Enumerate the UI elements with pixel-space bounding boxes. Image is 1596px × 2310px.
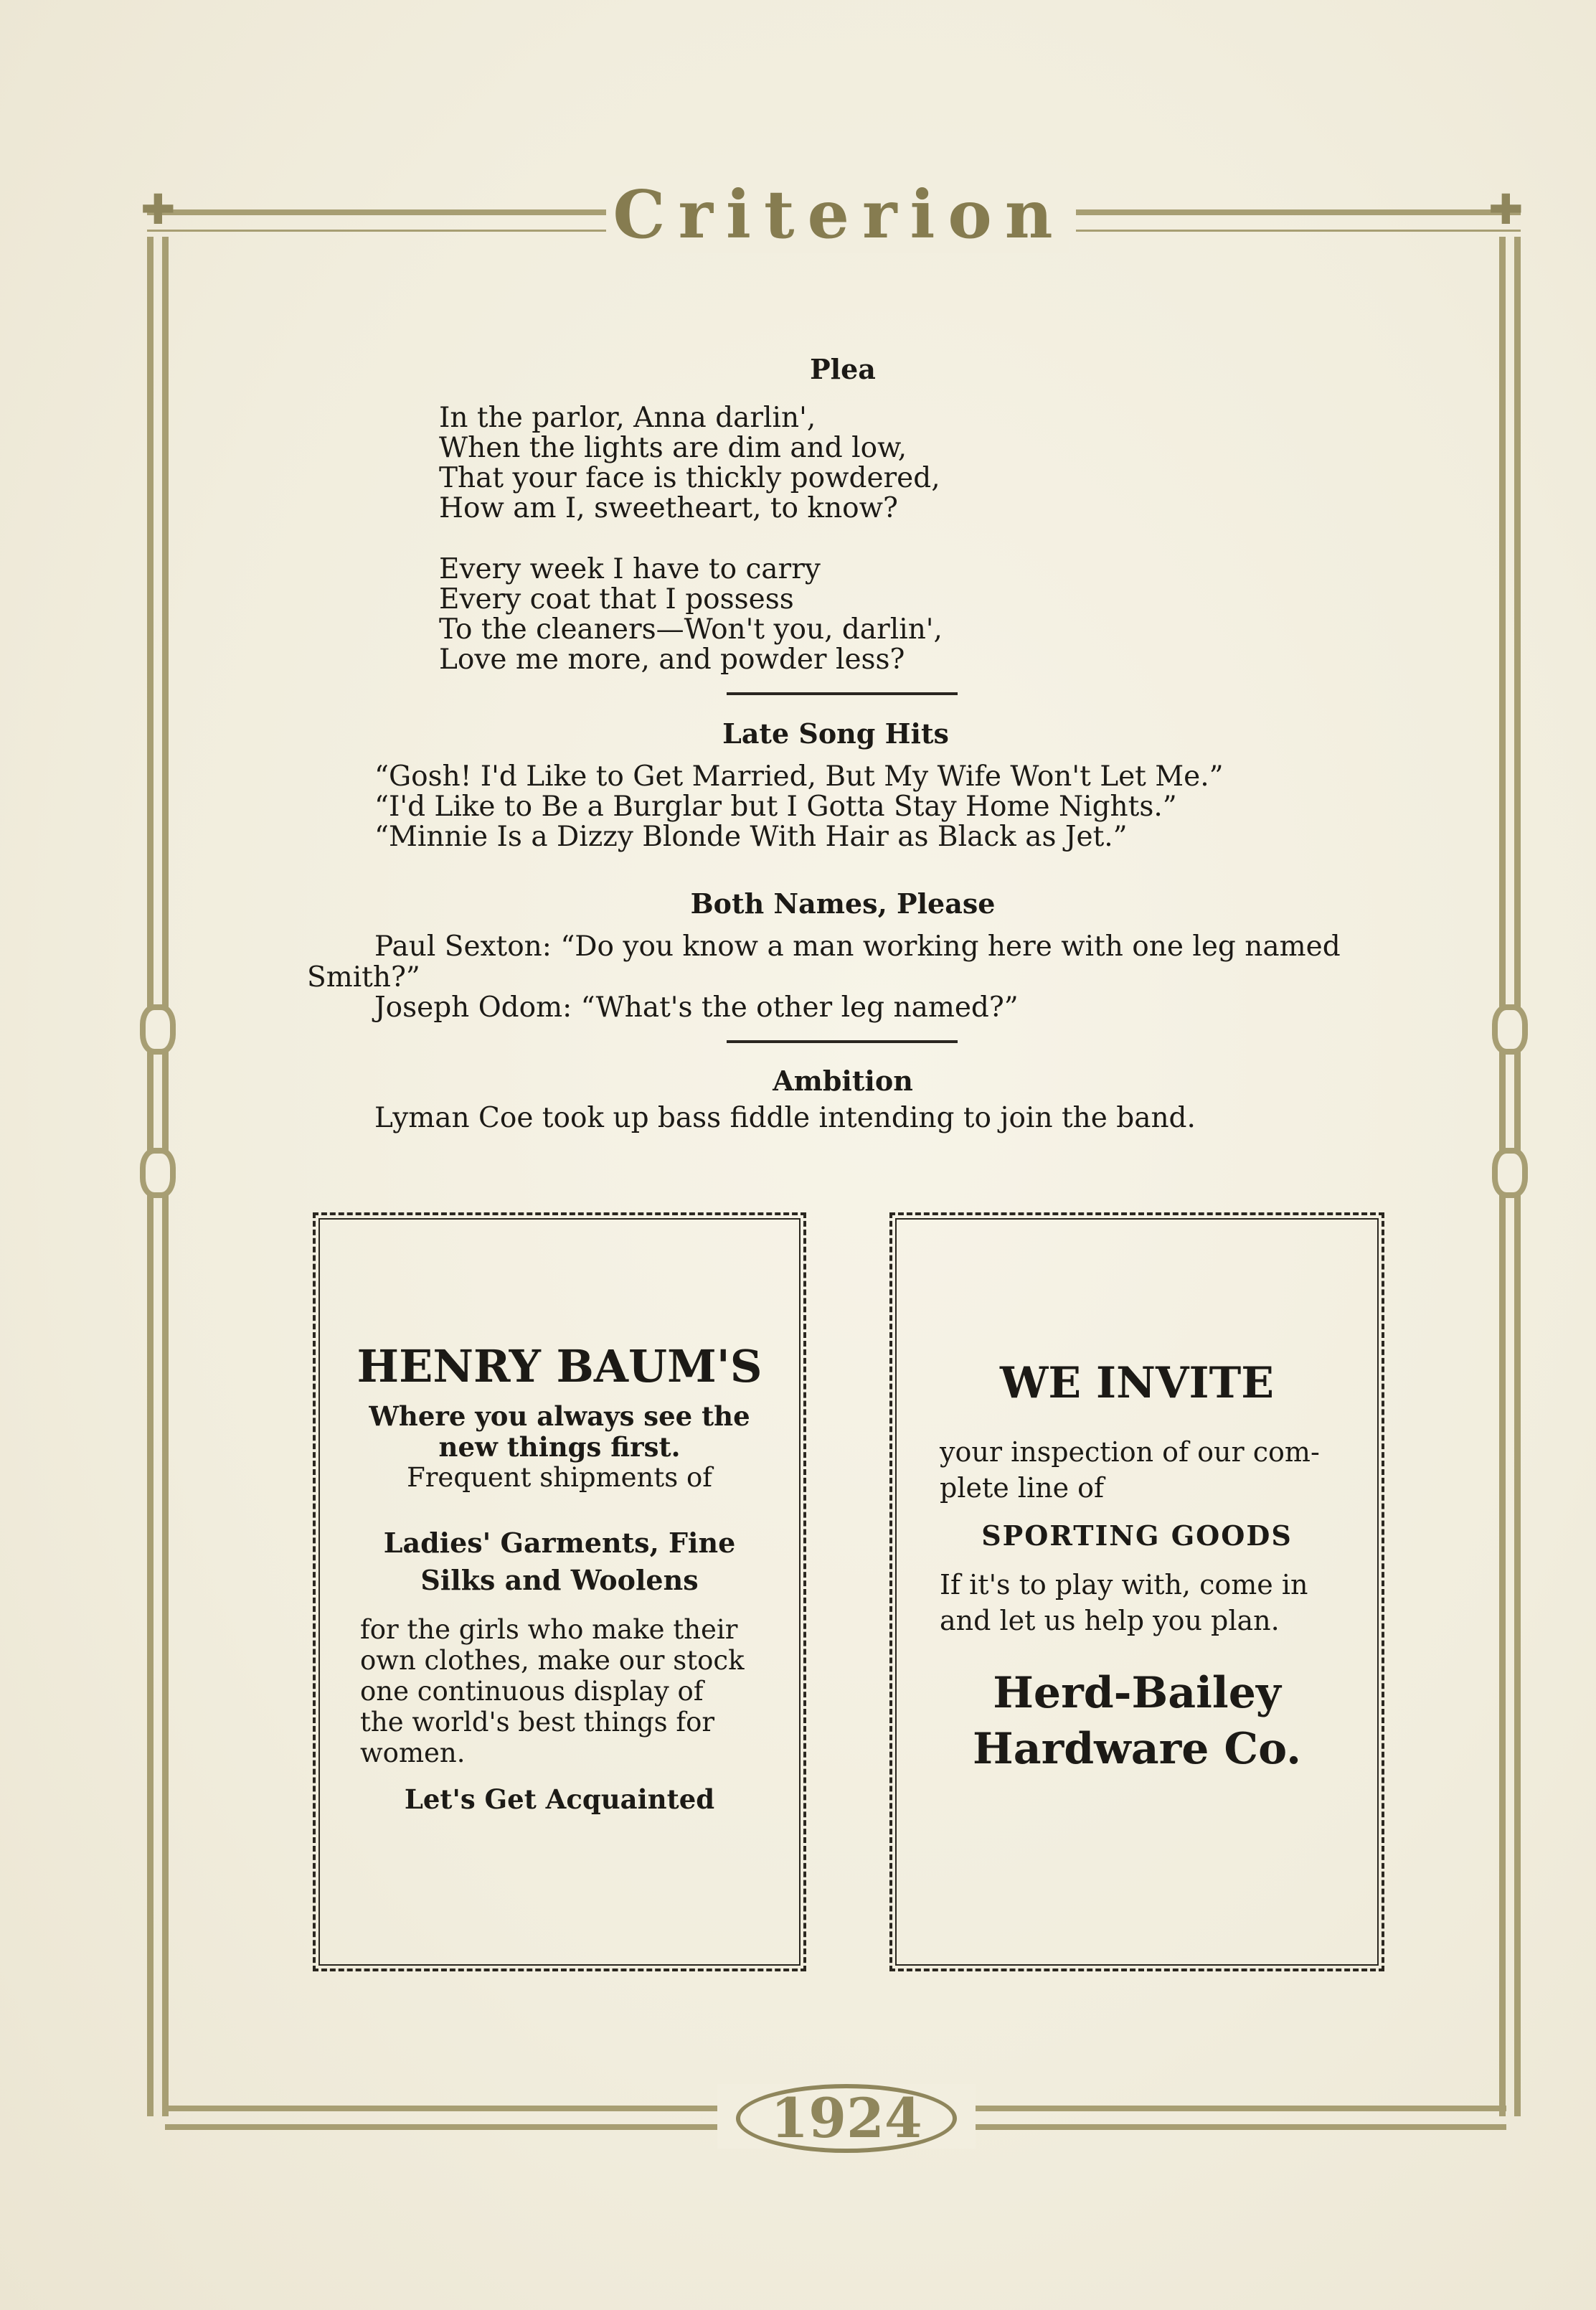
- year-label: 1924: [736, 2084, 957, 2153]
- ad-paragraph-line: and let us help you plan.: [940, 1605, 1280, 1636]
- year-ornament: [717, 2084, 976, 2149]
- ad-goods: SPORTING GOODS: [981, 1519, 1293, 1552]
- both-names-line: Paul Sexton: “Do you know a man working here with one leg named: [374, 930, 1341, 963]
- ad-paragraph-line: for the girls who make their: [360, 1614, 738, 1645]
- ad-paragraph-line: plete line of: [940, 1472, 1105, 1504]
- ad-goods: Ladies' Garments, Fine: [383, 1527, 736, 1559]
- right-border-knot: [1492, 1148, 1528, 1198]
- ad-paragraph-line: your inspection of our com-: [940, 1436, 1320, 1468]
- masthead-title: Criterion: [610, 176, 1069, 253]
- section-divider: [727, 1040, 958, 1043]
- ad-business-name: HENRY BAUM'S: [356, 1340, 762, 1392]
- top-left-cross-icon: ✚: [141, 185, 176, 234]
- ad-goods: Silks and Woolens: [420, 1564, 699, 1596]
- poem-line: That your face is thickly powdered,: [439, 462, 940, 494]
- poem-line: In the parlor, Anna darlin',: [439, 402, 816, 434]
- both-names-line: Joseph Odom: “What's the other leg named?”: [374, 991, 1019, 1024]
- ad-business-name: Hardware Co.: [973, 1724, 1301, 1774]
- ad-business-name: Herd-Bailey: [993, 1668, 1281, 1718]
- top-ornament-rule-right: [1076, 209, 1521, 232]
- ad-paragraph-line: women.: [360, 1738, 466, 1768]
- ambition-title: Ambition: [773, 1065, 913, 1097]
- section-divider: [727, 692, 958, 695]
- poem-line: Love me more, and powder less?: [439, 644, 905, 676]
- ad-paragraph-line: the world's best things for: [360, 1707, 715, 1738]
- left-border-knot: [140, 1004, 176, 1055]
- top-ornament-rule-left: [147, 209, 606, 232]
- ad-tagline: Where you always see the: [369, 1400, 750, 1432]
- poem-line: How am I, sweetheart, to know?: [439, 492, 898, 524]
- poem-line: To the cleaners—Won't you, darlin',: [439, 613, 943, 646]
- song-hit-line: “Gosh! I'd Like to Get Married, But My Wife Won't Let Me.”: [374, 760, 1224, 793]
- ad-paragraph-line: one continuous display of: [360, 1676, 704, 1707]
- poem-line: When the lights are dim and low,: [439, 432, 907, 464]
- left-border-knot: [140, 1148, 176, 1198]
- bottom-ornament-rule-left: [165, 2106, 717, 2130]
- ad-closing: Let's Get Acquainted: [404, 1783, 715, 1815]
- song-hit-line: “I'd Like to Be a Burglar but I Gotta Stay Home Nights.”: [374, 791, 1177, 823]
- ad-paragraph-line: If it's to play with, come in: [940, 1569, 1308, 1600]
- right-border-knot: [1492, 1004, 1528, 1055]
- ambition-line: Lyman Coe took up bass fiddle intending to join the band.: [374, 1102, 1196, 1134]
- ad-tagline: new things first.: [438, 1431, 681, 1463]
- both-names-title: Both Names, Please: [690, 887, 996, 920]
- ad-headline: WE INVITE: [1000, 1358, 1274, 1408]
- poem-line: Every week I have to carry: [439, 553, 821, 585]
- ad-paragraph-line: own clothes, make our stock: [360, 1645, 745, 1676]
- both-names-line: Smith?”: [307, 961, 420, 994]
- poem-line: Every coat that I possess: [439, 583, 794, 616]
- plea-title: Plea: [810, 353, 876, 385]
- bottom-ornament-rule-right: [976, 2106, 1506, 2130]
- top-right-cross-icon: ✚: [1488, 185, 1524, 234]
- song-hit-line: “Minnie Is a Dizzy Blonde With Hair as Black as Jet.”: [374, 821, 1128, 853]
- ad-tagline: Frequent shipments of: [407, 1462, 712, 1493]
- song-hits-title: Late Song Hits: [722, 717, 949, 750]
